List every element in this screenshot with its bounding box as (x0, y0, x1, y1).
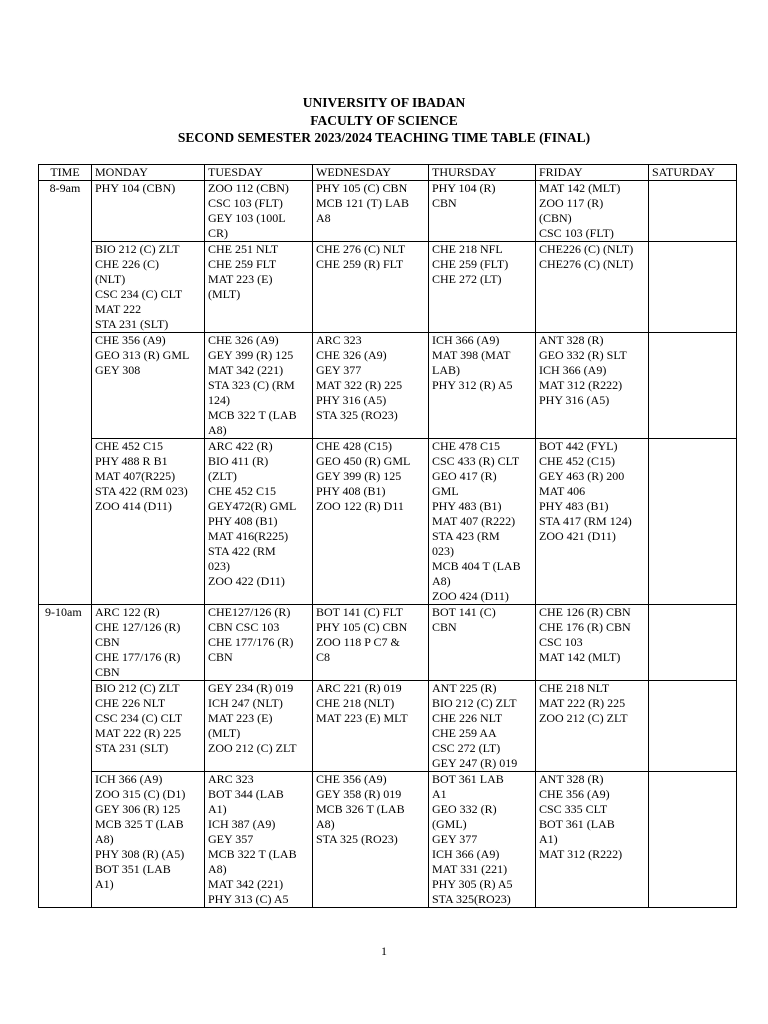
course-entry: MAT 342 (221) (208, 877, 284, 891)
column-header-wednesday: WEDNESDAY (313, 165, 429, 181)
course-entry: CR) (208, 226, 229, 240)
course-entry: CBN (95, 635, 120, 649)
course-entry: 023) (432, 544, 454, 558)
course-entry: MCB 325 T (LAB (95, 817, 184, 831)
course-entry: CSC 272 (LT) (432, 741, 501, 755)
course-entry: GEY 306 (R) 125 (95, 802, 181, 816)
course-entry: CSC 103 (FLT) (539, 226, 614, 240)
course-entry: LAB) (432, 363, 460, 377)
cell-friday (536, 681, 649, 772)
course-entry: GEY 377 (316, 363, 362, 377)
course-entry: CHE 356 (A9) (95, 333, 166, 347)
page-number: 1 (381, 944, 387, 958)
course-entry: PHY 308 (R) (A5) (95, 847, 185, 861)
course-entry: GEY 463 (R) 200 (539, 469, 625, 483)
cell-friday (536, 333, 649, 439)
course-entry: CHE 127/126 (R) (95, 620, 181, 634)
course-entry: CHE 126 (R) CBN (539, 605, 631, 619)
course-entry: PHY 483 (B1) (432, 499, 502, 513)
course-entry: MAT 342 (221) (208, 363, 284, 377)
course-entry: CSC 335 CLT (539, 802, 608, 816)
course-entry: CHE 326 (A9) (316, 348, 387, 362)
cell-friday (536, 772, 649, 908)
cell-friday (536, 605, 649, 681)
course-entry: BIO 212 (C) ZLT (432, 696, 517, 710)
cell-wednesday (313, 772, 429, 908)
faculty-name: FACULTY OF SCIENCE (310, 112, 458, 128)
course-entry: (NLT) (95, 272, 126, 286)
course-entry: BIO 411 (R) (208, 454, 269, 468)
cell-friday (536, 181, 649, 242)
course-entry: CHE 356 (A9) (316, 772, 387, 786)
course-entry: MAT 223 (E) MLT (316, 711, 408, 725)
table-row (39, 333, 737, 439)
course-entry: ANT 328 (R) (539, 772, 604, 786)
course-entry: CSC 234 (C) CLT (95, 711, 183, 725)
course-entry: MAT 312 (R222) (539, 378, 623, 392)
course-entry: PHY 313 (C) A5 (208, 892, 289, 906)
course-entry: ZOO 422 (D11) (208, 574, 285, 588)
course-entry: CHE 177/176 (R) (95, 650, 181, 664)
table-row (39, 772, 737, 908)
course-entry: ICH 366 (A9) (432, 333, 500, 347)
cell-monday (92, 181, 205, 242)
course-entry: CHE 259 (FLT) (432, 257, 509, 271)
course-entry: PHY 408 (B1) (208, 514, 278, 528)
course-entry: GEO 313 (R) GML (95, 348, 190, 362)
course-entry: MAT 322 (R) 225 (316, 378, 403, 392)
course-entry: ZOO 212 (C) ZLT (539, 711, 628, 725)
course-entry: PHY 105 (C) CBN (316, 181, 408, 195)
course-entry: CHE 452 (C15) (539, 454, 615, 468)
cell-wednesday (313, 181, 429, 242)
course-entry: STA 417 (RM 124) (539, 514, 632, 528)
table-row (39, 439, 737, 605)
course-entry: MAT 222 (95, 302, 142, 316)
course-entry: STA 231 (SLT) (95, 317, 169, 331)
course-entry: BIO 212 (C) ZLT (95, 242, 180, 256)
course-entry: 124) (208, 393, 230, 407)
course-entry: BOT 141 (C) FLT (316, 605, 404, 619)
timetable (38, 164, 737, 908)
time-slot-cell: 9-10am (39, 605, 92, 908)
cell-thursday (429, 333, 536, 439)
course-entry: ICH 387 (A9) (208, 817, 276, 831)
course-entry: A8 (316, 211, 331, 225)
course-entry: ZOO 212 (C) ZLT (208, 741, 297, 755)
course-entry: STA 231 (SLT) (95, 741, 169, 755)
course-entry: GEO 450 (R) GML (316, 454, 411, 468)
course-entry: ARC 422 (R) (208, 439, 273, 453)
course-entry: MAT 142 (MLT) (539, 650, 621, 664)
course-entry: GEO 332 (R) (432, 802, 497, 816)
course-entry: CHE 259 AA (432, 726, 497, 740)
course-entry: A8) (95, 832, 114, 846)
course-entry: CSC 103 (539, 635, 583, 649)
course-entry: BIO 212 (C) ZLT (95, 681, 180, 695)
course-entry: PHY 104 (R) (432, 181, 496, 195)
course-entry: BOT 361 LAB (432, 772, 504, 786)
course-entry: A1 (432, 787, 447, 801)
course-entry: A1) (539, 832, 558, 846)
course-entry: ZOO 122 (R) D11 (316, 499, 404, 513)
course-entry: BOT 361 (LAB (539, 817, 615, 831)
course-entry: PHY 488 R B1 (95, 454, 168, 468)
course-entry: MCB 404 T (LAB (432, 559, 521, 573)
course-entry: ZOO 118 P C7 & (316, 635, 400, 649)
course-entry: ANT 328 (R) (539, 333, 604, 347)
course-entry: GEY 399 (R) 125 (316, 469, 402, 483)
course-entry: CSC 103 (FLT) (208, 196, 283, 210)
cell-wednesday (313, 242, 429, 333)
course-entry: GML (432, 484, 459, 498)
course-entry: MCB 326 T (LAB (316, 802, 405, 816)
course-entry: A8) (208, 862, 227, 876)
course-entry: GEY 377 (432, 832, 478, 846)
course-entry: ZOO 414 (D11) (95, 499, 172, 513)
cell-saturday (649, 333, 737, 439)
timetable-body (39, 181, 737, 908)
course-entry: STA 325 (RO23) (316, 832, 398, 846)
cell-wednesday (313, 333, 429, 439)
cell-monday (92, 772, 205, 908)
cell-thursday (429, 181, 536, 242)
cell-friday (536, 439, 649, 605)
course-entry: PHY 408 (B1) (316, 484, 386, 498)
cell-monday (92, 681, 205, 772)
course-entry: ZOO 424 (D11) (432, 589, 509, 603)
course-entry: GEO 332 (R) SLT (539, 348, 627, 362)
column-header-time: TIME (39, 165, 92, 181)
course-entry: ICH 366 (A9) (95, 772, 163, 786)
document-header (0, 94, 768, 147)
course-entry: GEY 358 (R) 019 (316, 787, 402, 801)
cell-tuesday (205, 681, 313, 772)
cell-monday (92, 439, 205, 605)
course-entry: GEY 399 (R) 125 (208, 348, 294, 362)
timetable-title: SECOND SEMESTER 2023/2024 TEACHING TIME TABLE (FINAL) (177, 130, 591, 145)
course-entry: CHE226 (C) (NLT) (539, 242, 634, 256)
course-entry: C8 (316, 650, 331, 664)
course-entry: GEY 247 (R) 019 (432, 756, 518, 770)
course-entry: CHE 251 NLT (208, 242, 279, 256)
course-entry: GEY 357 (208, 832, 254, 846)
column-header-friday: FRIDAY (536, 165, 649, 181)
course-entry: PHY 312 (R) A5 (432, 378, 513, 392)
course-entry: BOT 351 (LAB (95, 862, 171, 876)
cell-thursday (429, 439, 536, 605)
course-entry: ARC 122 (R) (95, 605, 160, 619)
course-entry: GEY 308 (95, 363, 141, 377)
course-entry: CBN CSC 103 (208, 620, 280, 634)
cell-saturday (649, 605, 737, 681)
cell-thursday (429, 605, 536, 681)
cell-monday (92, 333, 205, 439)
course-entry: MAT 331 (221) (432, 862, 508, 876)
course-entry: ICH 366 (A9) (539, 363, 607, 377)
course-entry: CHE 176 (R) CBN (539, 620, 631, 634)
course-entry: PHY 316 (A5) (316, 393, 387, 407)
course-entry: (CBN) (539, 211, 572, 225)
course-entry: ZOO 421 (D11) (539, 529, 616, 543)
course-entry: ARC 221 (R) 019 (316, 681, 402, 695)
cell-monday (92, 242, 205, 333)
time-slot-cell: 8-9am (39, 181, 92, 605)
cell-wednesday (313, 439, 429, 605)
cell-thursday (429, 681, 536, 772)
course-entry: CSC 234 (C) CLT (95, 287, 183, 301)
cell-saturday (649, 772, 737, 908)
table-row (39, 181, 737, 242)
course-entry: PHY 105 (C) CBN (316, 620, 408, 634)
header-row (39, 165, 737, 181)
cell-thursday (429, 772, 536, 908)
course-entry: CHE 478 C15 (432, 439, 501, 453)
course-entry: PHY 305 (R) A5 (432, 877, 513, 891)
course-entry: MAT 222 (R) 225 (95, 726, 182, 740)
cell-tuesday (205, 605, 313, 681)
course-entry: MAT 398 (MAT (432, 348, 511, 362)
course-entry: (ZLT) (208, 469, 237, 483)
course-entry: CHE 452 C15 (95, 439, 164, 453)
column-header-saturday: SATURDAY (649, 165, 737, 181)
course-entry: STA 325 (RO23) (316, 408, 398, 422)
course-entry: CHE 356 (A9) (539, 787, 610, 801)
course-entry: (MLT) (208, 726, 241, 740)
course-entry: CHE276 (C) (NLT) (539, 257, 634, 271)
course-entry: GEY 103 (100L (208, 211, 286, 225)
course-entry: ARC 323 (208, 772, 254, 786)
column-header-thursday: THURSDAY (429, 165, 536, 181)
course-entry: CHE 259 (R) FLT (316, 257, 404, 271)
course-entry: CHE 272 (LT) (432, 272, 502, 286)
course-entry: STA 323 (C) (RM (208, 378, 295, 392)
table-row (39, 605, 737, 681)
course-entry: CHE127/126 (R) (208, 605, 291, 619)
course-entry: A8) (432, 574, 451, 588)
course-entry: CBN (432, 196, 457, 210)
course-entry: ICH 366 (A9) (432, 847, 500, 861)
course-entry: A8) (316, 817, 335, 831)
course-entry: MAT 222 (R) 225 (539, 696, 626, 710)
course-entry: MAT 142 (MLT) (539, 181, 621, 195)
course-entry: STA 423 (RM (432, 529, 500, 543)
cell-wednesday (313, 605, 429, 681)
course-entry: PHY 316 (A5) (539, 393, 610, 407)
cell-saturday (649, 439, 737, 605)
course-entry: MCB 121 (T) LAB (316, 196, 409, 210)
course-entry: CHE 326 (A9) (208, 333, 279, 347)
course-entry: STA 422 (RM 023) (95, 484, 188, 498)
course-entry: 023) (208, 559, 230, 573)
cell-tuesday (205, 439, 313, 605)
course-entry: MAT 223 (E) (208, 272, 273, 286)
cell-monday (92, 605, 205, 681)
course-entry: PHY 104 (CBN) (95, 181, 176, 195)
cell-friday (536, 242, 649, 333)
column-header-tuesday: TUESDAY (205, 165, 313, 181)
course-entry: CHE 218 (NLT) (316, 696, 395, 710)
course-entry: CHE 218 NLT (539, 681, 610, 695)
course-entry: ANT 225 (R) (432, 681, 497, 695)
course-entry: ICH 247 (NLT) (208, 696, 283, 710)
course-entry: MAT 312 (R222) (539, 847, 623, 861)
course-entry: CHE 226 NLT (95, 696, 166, 710)
course-entry: CBN (208, 650, 233, 664)
course-entry: STA 325(RO23) (432, 892, 511, 906)
course-entry: MCB 322 T (LAB (208, 847, 297, 861)
cell-tuesday (205, 333, 313, 439)
course-entry: CHE 452 C15 (208, 484, 277, 498)
course-entry: CHE 177/176 (R) (208, 635, 294, 649)
course-entry: MAT 407(R225) (95, 469, 176, 483)
course-entry: GEY 234 (R) 019 (208, 681, 294, 695)
course-entry: ARC 323 (316, 333, 362, 347)
course-entry: CHE 218 NFL (432, 242, 503, 256)
university-name: UNIVERSITY OF IBADAN (302, 95, 466, 110)
course-entry: CHE 276 (C) NLT (316, 242, 406, 256)
course-entry: GEO 417 (R) (432, 469, 497, 483)
course-entry: A1) (95, 877, 114, 891)
course-entry: ZOO 117 (R) (539, 196, 604, 210)
cell-saturday (649, 242, 737, 333)
cell-thursday (429, 242, 536, 333)
course-entry: GEY472(R) GML (208, 499, 297, 513)
course-entry: MAT 407 (R222) (432, 514, 516, 528)
column-header-monday: MONDAY (92, 165, 205, 181)
course-entry: CHE 226 NLT (432, 711, 503, 725)
course-entry: MAT 416(R225) (208, 529, 289, 543)
course-entry: CHE 226 (C) (95, 257, 159, 271)
table-row (39, 242, 737, 333)
cell-saturday (649, 181, 737, 242)
course-entry: MCB 322 T (LAB (208, 408, 297, 422)
course-entry: PHY 483 (B1) (539, 499, 609, 513)
course-entry: CHE 259 FLT (208, 257, 277, 271)
course-entry: CHE 428 (C15) (316, 439, 392, 453)
course-entry: BOT 141 (C) (432, 605, 496, 619)
course-entry: CBN (95, 665, 120, 679)
course-entry: (MLT) (208, 287, 241, 301)
course-entry: CBN (432, 620, 457, 634)
course-entry: CSC 433 (R) CLT (432, 454, 520, 468)
cell-wednesday (313, 681, 429, 772)
cell-saturday (649, 681, 737, 772)
cell-tuesday (205, 242, 313, 333)
course-entry: BOT 442 (FYL) (539, 439, 618, 453)
course-entry: BOT 344 (LAB (208, 787, 284, 801)
course-entry: (GML) (432, 817, 467, 831)
table-row (39, 681, 737, 772)
course-entry: A1) (208, 802, 227, 816)
course-entry: A8) (208, 423, 227, 437)
cell-tuesday (205, 181, 313, 242)
course-entry: MAT 406 (539, 484, 586, 498)
course-entry: ZOO 315 (C) (D1) (95, 787, 186, 801)
course-entry: ZOO 112 (CBN) (208, 181, 289, 195)
cell-tuesday (205, 772, 313, 908)
course-entry: MAT 223 (E) (208, 711, 273, 725)
course-entry: STA 422 (RM (208, 544, 276, 558)
